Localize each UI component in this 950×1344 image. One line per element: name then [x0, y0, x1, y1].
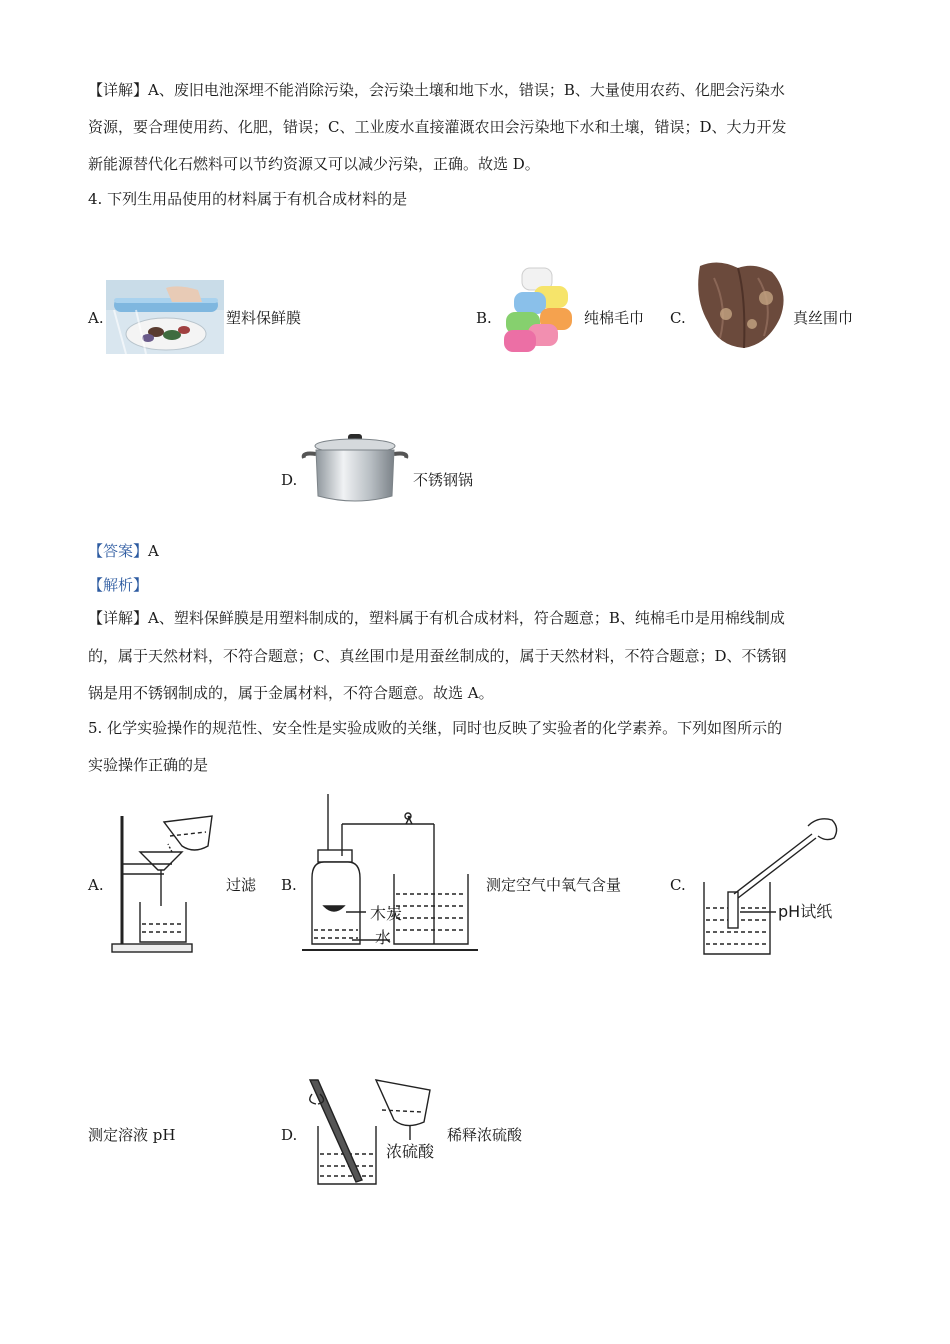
q5-option-d-letter: D. [281, 1126, 298, 1144]
q4-option-c-text: 真丝围巾 [793, 309, 854, 327]
q4-option-b-text: 纯棉毛巾 [584, 309, 645, 327]
ph-paper-label: pH试纸 [778, 902, 833, 921]
filtration-diagram [108, 806, 218, 962]
analysis-tag: 【解析】 [88, 576, 149, 594]
q5-question-line2: 实验操作正确的是 [88, 756, 209, 774]
plastic-wrap-image [106, 280, 224, 354]
q5-option-b-text: 测定空气中氧气含量 [486, 876, 622, 894]
dilute-acid-diagram [306, 1074, 435, 1192]
q4-option-d-letter: D. [281, 471, 298, 489]
q5-option-d-text: 稀释浓硫酸 [447, 1126, 523, 1144]
q4-answer-line [88, 541, 159, 561]
q5-option-c-letter: C. [670, 876, 686, 894]
answer-value: A [148, 542, 159, 560]
cotton-towels-image [500, 264, 576, 356]
q4-option-a-text: 塑料保鲜膜 [226, 309, 302, 327]
q4-explanation-line3: 锅是用不锈钢制成的，属于金属材料，不符合题意。故选 A。 [88, 684, 494, 702]
conc-acid-label: 浓硫酸 [386, 1142, 435, 1161]
water-label: 水 [375, 928, 392, 947]
q4-option-d-text: 不锈钢锅 [413, 471, 474, 489]
ph-test-diagram [700, 812, 844, 960]
q4-option-b-letter: B. [476, 309, 492, 327]
q5-option-c-text: 测定溶液 pH [88, 1126, 176, 1144]
q5-question-line1: 5. 化学实验操作的规范性、安全性是实验成败的关继，同时也反映了实验者的化学素养。下列如图所示的 [88, 719, 783, 737]
q3-explanation-line2: 资源，要合理使用药、化肥，错误；C、工业废水直接灌溉农田会污染地下水和土壤，错误；D、大力开发 [88, 118, 787, 136]
q4-explanation-line2: 的，属于天然材料，不符合题意；C、真丝围巾是用蚕丝制成的，属于天然材料，不符合题意；D、不锈钢 [88, 647, 787, 665]
q4-explanation-line1: 【详解】A、塑料保鲜膜是用塑料制成的，塑料属于有机合成材料，符合题意；B、纯棉毛巾是用棉线制成 [88, 609, 785, 627]
q4-option-c-letter: C. [670, 309, 686, 327]
answer-tag: 【答案】 [88, 542, 149, 560]
q4-option-a-letter: A. [88, 309, 104, 327]
silk-scarf-image [694, 258, 790, 350]
charcoal-label: 木炭 [370, 904, 403, 923]
q3-explanation-line3: 新能源替代化石燃料可以节约资源又可以减少污染，正确。故选 D。 [88, 155, 540, 173]
q5-option-a-letter: A. [88, 876, 104, 894]
q4-question: 4. 下列生用品使用的材料属于有机合成材料的是 [88, 190, 408, 208]
q5-option-b-letter: B. [281, 876, 297, 894]
q5-option-a-text: 过滤 [226, 876, 257, 894]
q3-explanation-line1: 【详解】A、废旧电池深埋不能消除污染，会污染土壤和地下水，错误；B、大量使用农药、化肥会污染水 [88, 81, 785, 99]
stainless-pot-image [302, 432, 408, 506]
